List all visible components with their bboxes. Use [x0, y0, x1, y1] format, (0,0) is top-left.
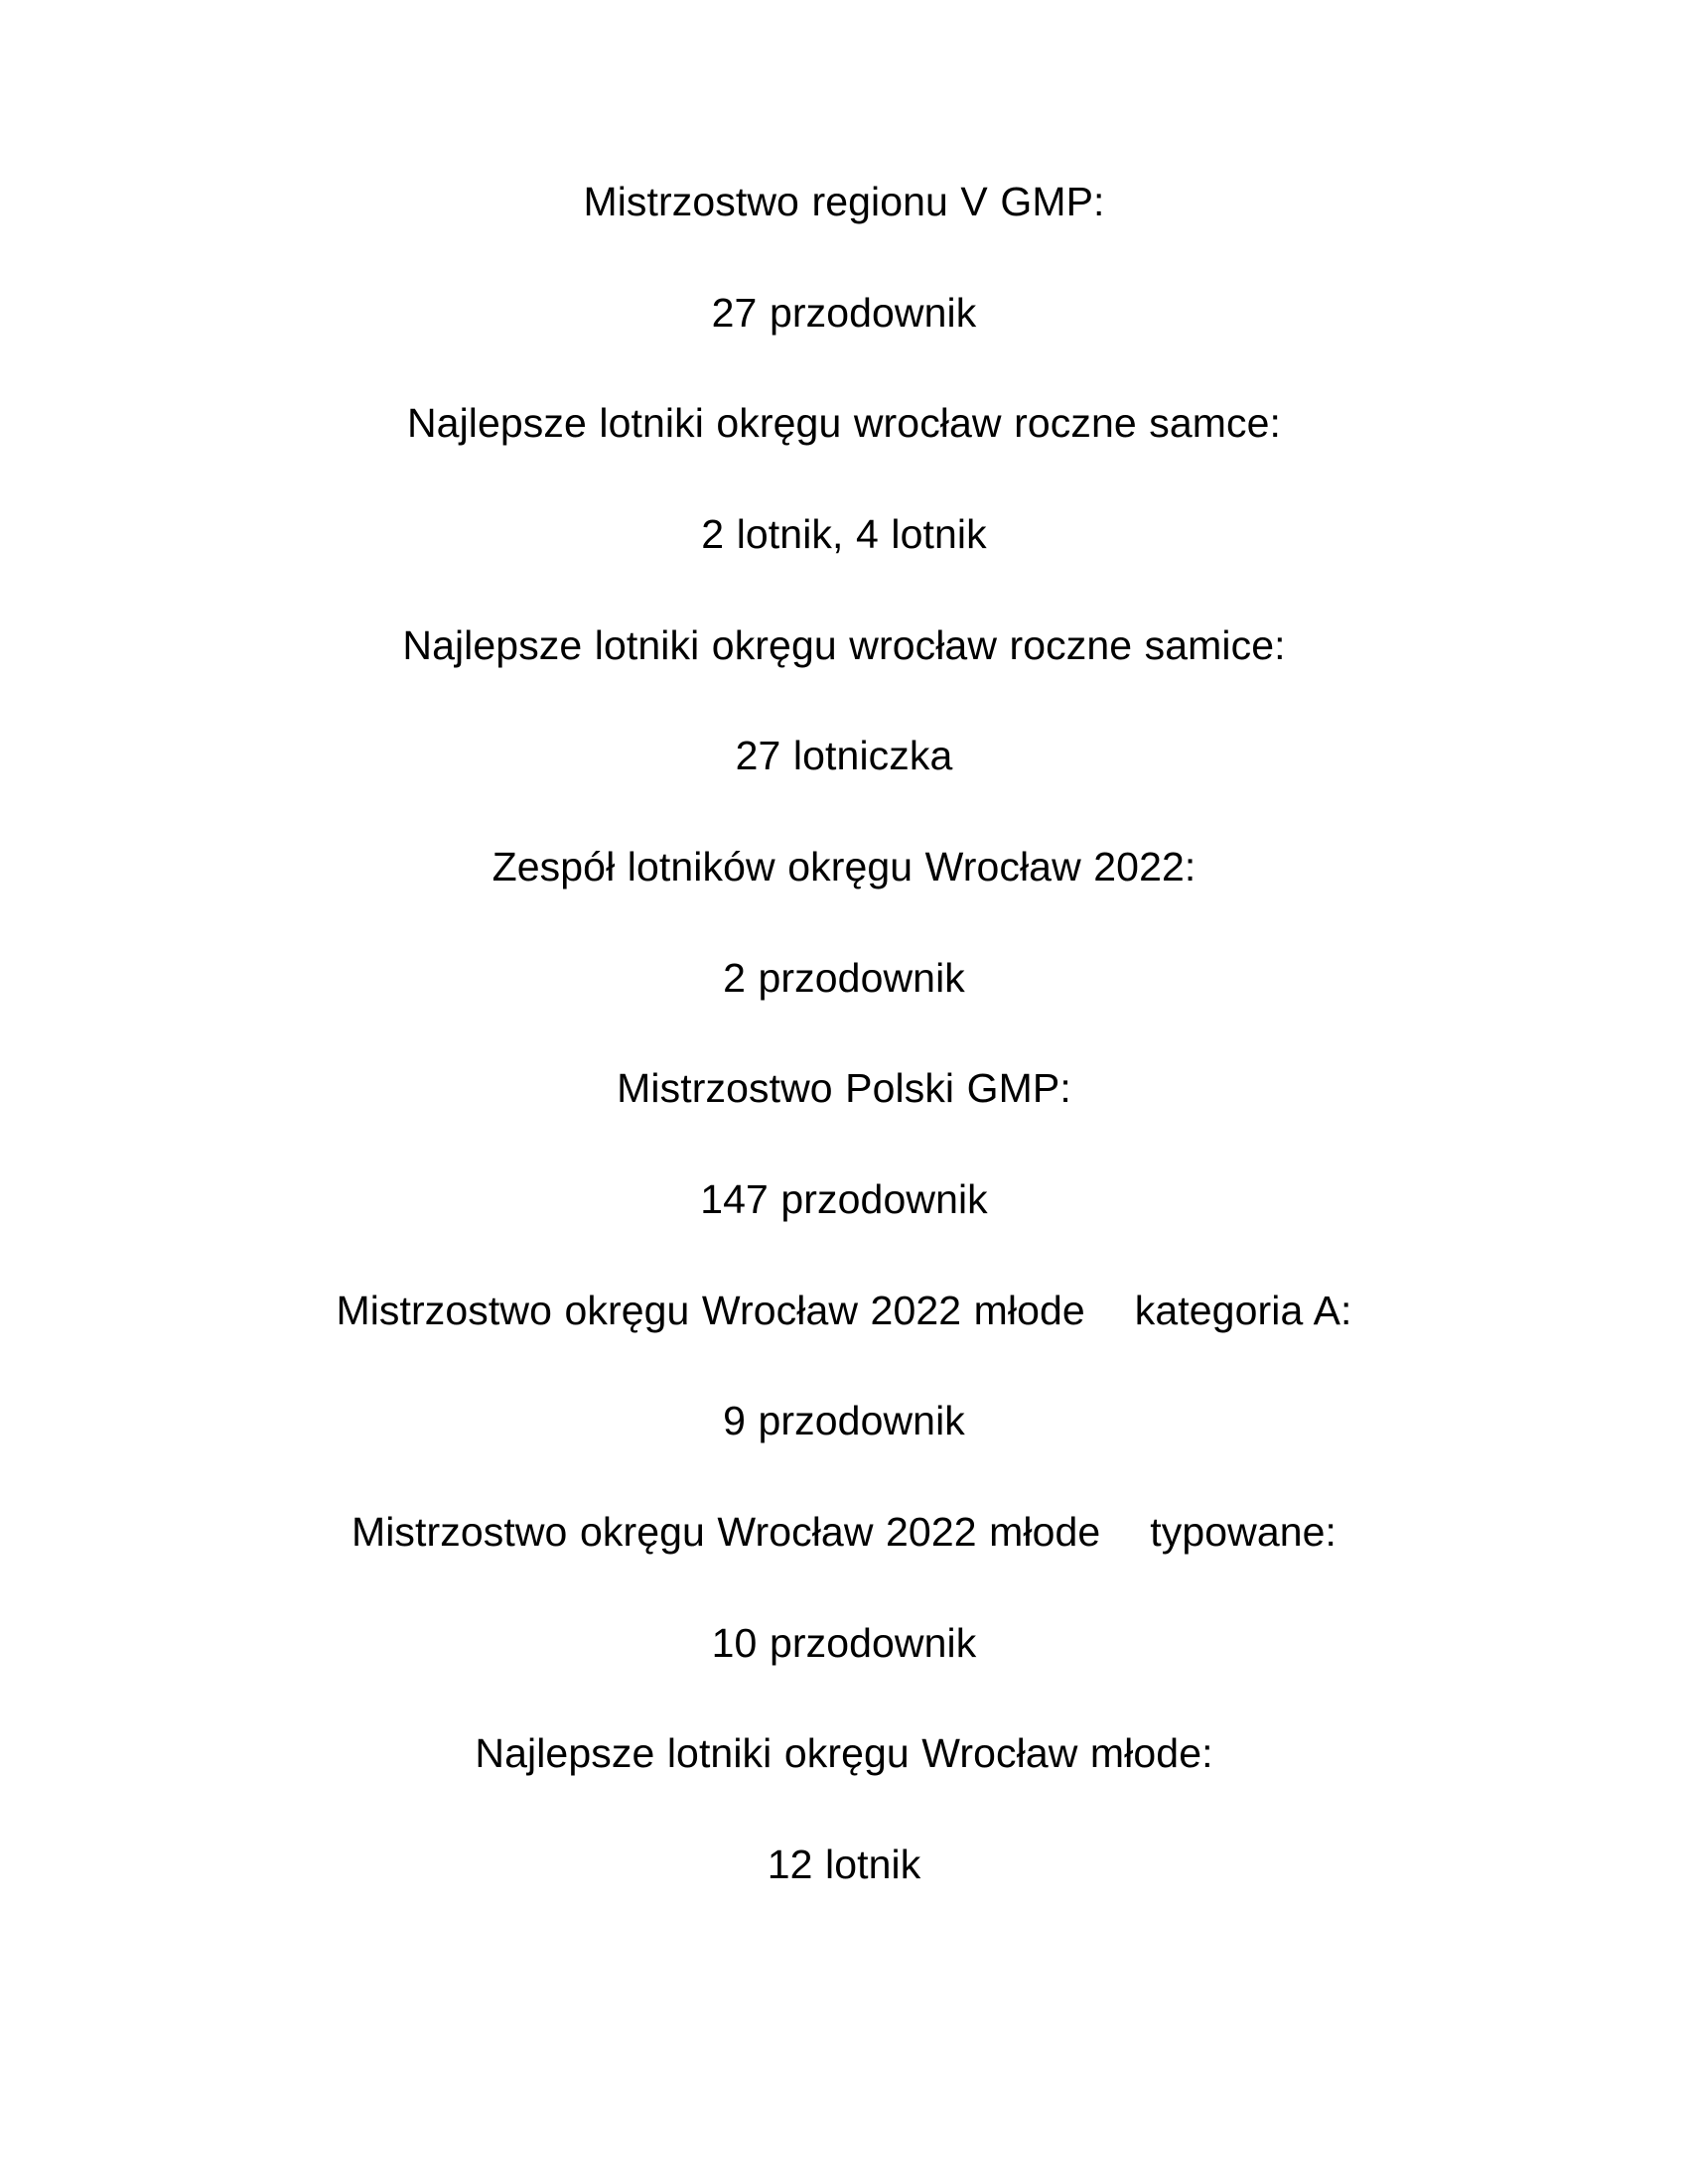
paragraph-district-young-category-a-result: 9 przodownik — [723, 1398, 965, 1444]
paragraph-poland-championship-title: Mistrzostwo Polski GMP: — [617, 1065, 1071, 1112]
paragraph-region-championship-result: 27 przodownik — [711, 289, 977, 336]
paragraph-district-young-category-a-title: Mistrzostwo okręgu Wrocław 2022 młode kategoria A: — [336, 1287, 1352, 1333]
paragraph-best-yearling-males-title: Najlepsze lotniki okręgu wrocław roczne samce: — [406, 400, 1282, 447]
document-body — [228, 177, 1460, 1891]
paragraph-team-title: Zespół lotników okręgu Wrocław 2022: — [492, 843, 1196, 889]
paragraph-best-young-title: Najlepsze lotniki okręgu Wrocław młode: — [475, 1730, 1213, 1777]
paragraph-best-yearling-males-result: 2 lotnik, 4 lotnik — [701, 510, 987, 557]
paragraph-district-young-typed-result: 10 przodownik — [711, 1619, 977, 1666]
paragraph-team-result: 2 przodownik — [723, 954, 965, 1001]
paragraph-district-young-typed-title: Mistrzostwo okręgu Wrocław 2022 młode typowane: — [351, 1508, 1337, 1555]
paragraph-poland-championship-result: 147 przodownik — [700, 1175, 988, 1222]
paragraph-best-yearling-females-result: 27 lotniczka — [735, 733, 953, 779]
paragraph-region-championship-title: Mistrzostwo regionu V GMP: — [583, 179, 1105, 224]
paragraph-best-yearling-females-title: Najlepsze lotniki okręgu wrocław roczne samice: — [402, 621, 1286, 668]
paragraph-best-young-result: 12 lotnik — [767, 1841, 921, 1887]
